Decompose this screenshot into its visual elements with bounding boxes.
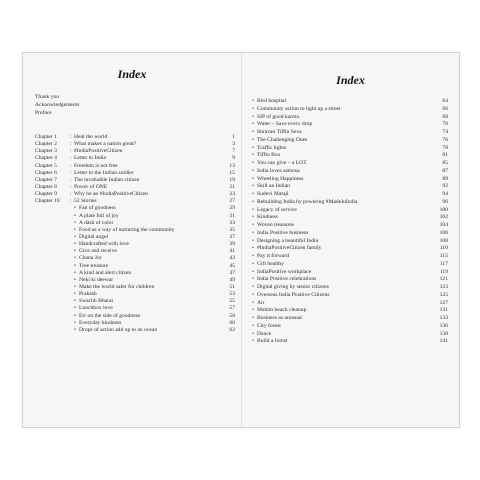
page-number: 13	[229, 162, 235, 169]
story-title: Business as unusual	[257, 315, 302, 321]
bullet-icon: •	[74, 255, 76, 262]
bullet-icon: •	[252, 175, 254, 182]
bullet-icon: •	[252, 206, 254, 213]
story-title: Err on the side of goodness	[79, 312, 141, 319]
chapter-number: Chapter 6	[35, 169, 57, 176]
page-number: 21	[229, 183, 235, 190]
bullet-icon: •	[74, 291, 76, 298]
bullet-icon: •	[74, 283, 76, 290]
front-matter	[35, 93, 79, 117]
story-row	[252, 269, 448, 277]
chapter-row	[35, 134, 235, 141]
bullet-icon: •	[252, 191, 254, 197]
story-title: Bird hospital	[257, 98, 287, 104]
page-number: 108	[439, 237, 448, 244]
story-row	[252, 114, 448, 122]
story-title: Wheeling Happiness	[257, 175, 304, 182]
bullet-icon: •	[252, 338, 254, 345]
page-number: 76	[442, 136, 448, 143]
page-number: 33	[229, 219, 235, 226]
story-row	[252, 253, 448, 261]
story-title: India Positive celebrations	[257, 276, 317, 283]
story-title: Designing a beautiful India	[257, 237, 319, 244]
bullet-icon: •	[74, 319, 76, 326]
story-row	[252, 315, 448, 323]
page-number: 138	[439, 330, 448, 337]
bullet-icon: •	[252, 276, 254, 283]
bullet-icon: •	[252, 160, 254, 166]
story-row	[252, 307, 448, 315]
story-row	[35, 205, 235, 212]
story-title: Air	[257, 299, 265, 306]
story-title: Skill an Indian	[257, 183, 290, 190]
chapter-row	[35, 191, 235, 198]
page-number: 43	[229, 255, 235, 262]
chapter-title: Freedom is not free	[74, 162, 118, 169]
story-title: Drops of action add up to an ocean	[79, 326, 158, 333]
story-row	[252, 176, 448, 184]
chapter-number: Chapter 7	[35, 176, 57, 183]
page-number: 53	[229, 291, 235, 298]
story-row	[252, 300, 448, 308]
bullet-icon: •	[252, 299, 254, 306]
page-number: 66	[442, 105, 448, 112]
separator-colon: :	[70, 155, 72, 162]
story-title: Overseas India Positive Citizens	[257, 291, 330, 298]
story-title: Swachh Bharat	[79, 298, 114, 305]
page-number: 125	[439, 291, 448, 298]
story-row	[35, 241, 235, 248]
story-title: Woven treasures	[257, 222, 294, 228]
page-number: 123	[439, 284, 448, 290]
chapter-title: What makes a nation great?	[74, 141, 137, 148]
page-number: 100	[439, 206, 448, 213]
page-number: 64	[442, 98, 448, 104]
bullet-icon: •	[252, 214, 254, 221]
story-row	[35, 291, 235, 298]
separator-colon: :	[70, 134, 72, 140]
story-title: Kindness	[257, 214, 278, 221]
front-matter-item: Thank you	[35, 94, 60, 100]
chapter-number: Chapter 3	[35, 148, 57, 155]
chapter-row	[35, 141, 235, 148]
story-title: Sudevi Mataji	[257, 191, 289, 197]
story-row	[252, 284, 448, 292]
bullet-icon: •	[74, 269, 76, 276]
story-row	[252, 160, 448, 168]
right-page-title: Index	[336, 73, 365, 87]
story-title: #IndiaPositiveCitizen family	[257, 245, 322, 252]
page-number: 49	[229, 276, 235, 283]
story-title: Gift healthy	[257, 260, 284, 267]
separator-colon: :	[70, 183, 72, 190]
story-title: Traffic lights	[257, 144, 287, 151]
story-title: Handcrafted with love	[79, 241, 130, 248]
story-row	[35, 248, 235, 255]
page-number: 68	[442, 113, 448, 120]
story-row	[252, 222, 448, 230]
story-title: Build a forest	[257, 338, 288, 345]
page-number: 96	[442, 198, 448, 205]
chapter-row	[35, 170, 235, 177]
page-number: 141	[439, 338, 448, 345]
bullet-icon: •	[252, 144, 254, 151]
bullet-icon: •	[252, 121, 254, 128]
bullet-icon: •	[252, 129, 254, 135]
bullet-icon: •	[252, 330, 254, 337]
story-row	[35, 327, 235, 334]
separator-colon: :	[70, 169, 72, 176]
story-title: India Positive business	[257, 229, 309, 236]
bullet-icon: •	[252, 152, 254, 159]
page-number: 78	[442, 144, 448, 151]
book-spread	[22, 52, 460, 428]
story-title: Neki ki deewar	[79, 276, 114, 283]
story-title: Legacy of service	[257, 206, 297, 213]
page-number: 110	[439, 245, 448, 252]
bullet-icon: •	[252, 198, 254, 205]
page-number: 106	[439, 229, 448, 236]
bullet-icon: •	[74, 233, 76, 240]
bullet-icon: •	[252, 136, 254, 143]
story-row	[35, 255, 235, 262]
separator-colon: :	[70, 162, 72, 169]
story-row	[252, 214, 448, 222]
story-title: Make the world safer for children	[79, 283, 155, 290]
chapter-row	[35, 198, 235, 205]
story-title: Tree treasure	[79, 262, 109, 269]
page-number: 35	[229, 226, 235, 233]
story-row	[252, 245, 448, 253]
bullet-icon: •	[74, 248, 76, 255]
page-number: 104	[439, 222, 448, 228]
bullet-icon: •	[252, 98, 254, 104]
story-row	[252, 121, 448, 129]
story-title: Lunchbox love	[79, 305, 113, 312]
page-number: 70	[442, 121, 448, 128]
bullet-icon: •	[252, 315, 254, 321]
bullet-icon: •	[252, 237, 254, 244]
chapter-title: Heal the world	[74, 134, 108, 140]
page-number: 117	[439, 260, 448, 267]
story-title: Tiffin Box	[257, 152, 281, 159]
chapter-number: Chapter 9	[35, 191, 57, 198]
story-title: Water – Save every drop	[257, 121, 313, 128]
chapter-row	[35, 184, 235, 191]
page-number: 74	[442, 129, 448, 135]
chapter-title: Why be an #IndiaPositiveCitizen	[74, 191, 149, 198]
story-row	[252, 183, 448, 191]
story-row	[35, 270, 235, 277]
story-row	[35, 313, 235, 320]
story-title: Digital angel	[79, 233, 109, 240]
page-number: 57	[229, 305, 235, 312]
bullet-icon: •	[252, 105, 254, 112]
chapter-row	[35, 148, 235, 155]
bullet-icon: •	[74, 219, 76, 226]
page-number: 127	[439, 299, 448, 306]
story-row	[35, 305, 235, 312]
chapter-title: Letter to India	[74, 155, 106, 162]
page-number: 23	[229, 191, 235, 198]
page-number: 55	[229, 298, 235, 305]
chapter-title: The invaluable Indian citizen	[74, 176, 140, 183]
bullet-icon: •	[74, 226, 76, 233]
left-page-title: Index	[117, 67, 147, 81]
chapter-number: Chapter 10	[35, 198, 60, 205]
page-number: 81	[442, 152, 448, 159]
story-title: IndiaPositive workplace	[257, 268, 312, 275]
story-title: Mahim beach cleanup	[257, 307, 307, 314]
story-row	[35, 298, 235, 305]
bullet-icon: •	[252, 322, 254, 329]
bullet-icon: •	[74, 205, 76, 212]
right-index-list	[252, 98, 448, 346]
story-row	[252, 230, 448, 238]
chapter-number: Chapter 2	[35, 141, 57, 148]
story-row	[35, 277, 235, 284]
page-number: 47	[229, 269, 235, 276]
page-number: 60	[229, 319, 235, 326]
page-number: 1	[232, 134, 235, 140]
page-number: 7	[232, 148, 235, 155]
story-title: A dash of color	[79, 219, 114, 226]
separator-colon: :	[70, 191, 72, 198]
story-title: Digital giving by senior citizens	[257, 284, 329, 290]
story-row	[252, 106, 448, 114]
story-row	[252, 191, 448, 199]
chapter-title: Power of ONE	[74, 183, 108, 190]
right-page	[242, 53, 459, 427]
page-number: 62	[229, 326, 235, 333]
story-row	[252, 207, 448, 215]
front-matter-item: Preface	[35, 110, 52, 116]
story-row	[252, 98, 448, 106]
story-title: Food as a way of nurturing the community	[79, 226, 175, 233]
story-title: Rebuilding India by powering #MadeInIndia	[257, 198, 358, 205]
chapter-title: #IndiaPositiveCitizen	[74, 148, 123, 155]
bullet-icon: •	[74, 212, 76, 219]
bullet-icon: •	[252, 245, 254, 252]
chapter-row	[35, 177, 235, 184]
bullet-icon: •	[252, 291, 254, 298]
page-number: 41	[229, 248, 235, 255]
chapter-number: Chapter 8	[35, 183, 57, 190]
story-row	[35, 320, 235, 327]
bullet-icon: •	[252, 253, 254, 259]
story-title: City forest	[257, 322, 281, 329]
bullet-icon: •	[74, 312, 76, 319]
page-number: 27	[229, 198, 235, 205]
left-page	[23, 53, 241, 427]
story-row	[35, 213, 235, 220]
story-row	[252, 168, 448, 176]
story-title: Prakash	[79, 291, 97, 298]
story-row	[35, 284, 235, 291]
bullet-icon: •	[252, 167, 254, 174]
chapter-title: 52 Stories	[74, 198, 97, 205]
page-number: 85	[442, 160, 448, 166]
page-number: 37	[229, 233, 235, 240]
separator-colon: :	[70, 198, 72, 205]
story-row	[252, 338, 448, 346]
story-title: Fan of goodness	[79, 205, 116, 212]
page-number: 121	[439, 276, 448, 283]
story-row	[252, 129, 448, 137]
page-number: 102	[439, 214, 448, 221]
bullet-icon: •	[252, 183, 254, 190]
story-row	[252, 323, 448, 331]
story-title: Community action to light up a street	[257, 105, 341, 112]
page-number: 3	[232, 141, 235, 148]
page-number: 87	[442, 167, 448, 174]
story-title: You can give – a LOT	[257, 160, 307, 166]
page-number: 51	[229, 283, 235, 290]
separator-colon: :	[70, 176, 72, 183]
page-number: 89	[442, 175, 448, 182]
bullet-icon: •	[74, 276, 76, 283]
story-row	[35, 227, 235, 234]
chapter-number: Chapter 1	[35, 134, 57, 140]
page-number: 39	[229, 241, 235, 248]
story-row	[252, 152, 448, 160]
page-number: 92	[442, 183, 448, 190]
bullet-icon: •	[74, 305, 76, 312]
story-title: Everyday kindness	[79, 319, 122, 326]
page-number: 31	[229, 212, 235, 219]
story-title: A kind and alert citizen	[79, 269, 132, 276]
page-number: 131	[439, 307, 448, 314]
story-row	[252, 199, 448, 207]
bullet-icon: •	[252, 260, 254, 267]
bullet-icon: •	[252, 113, 254, 120]
story-row	[35, 263, 235, 270]
bullet-icon: •	[252, 307, 254, 314]
story-row	[35, 220, 235, 227]
page-number: 45	[229, 262, 235, 269]
story-row	[252, 292, 448, 300]
story-title: Chana Jor	[79, 255, 102, 262]
bullet-icon: •	[252, 268, 254, 275]
bullet-icon: •	[252, 222, 254, 228]
story-title: Dance	[257, 330, 272, 337]
bullet-icon: •	[74, 326, 76, 333]
story-row	[35, 234, 235, 241]
story-row	[252, 261, 448, 269]
chapter-row	[35, 163, 235, 170]
page-number: 9	[232, 155, 235, 162]
page-number: 133	[439, 315, 448, 321]
bullet-icon: •	[74, 262, 76, 269]
page-number: 119	[439, 268, 448, 275]
story-title: Shravan Tiffin Seva	[257, 129, 302, 135]
story-title: The Challenging Ones	[257, 136, 308, 143]
story-title: India loves samosa	[257, 167, 300, 174]
story-row	[252, 276, 448, 284]
page-number: 19	[229, 176, 235, 183]
front-matter-item: Acknowledgements	[35, 102, 80, 108]
left-index-list	[35, 134, 235, 334]
page-number: 94	[442, 191, 448, 197]
bullet-icon: •	[252, 229, 254, 236]
bullet-icon: •	[74, 298, 76, 305]
page-number: 115	[439, 253, 448, 259]
story-title: A plate full of joy	[79, 212, 119, 219]
separator-colon: :	[70, 148, 72, 155]
chapter-number: Chapter 4	[35, 155, 57, 162]
separator-colon: :	[70, 141, 72, 148]
page-number: 58	[229, 312, 235, 319]
story-title: Pay it forward	[257, 253, 290, 259]
page-number: 136	[439, 322, 448, 329]
chapter-row	[35, 155, 235, 162]
bullet-icon: •	[74, 241, 76, 248]
story-title: Give and receive	[79, 248, 117, 255]
page-number: 29	[229, 205, 235, 212]
chapter-title: Letter to the Indian soldier	[74, 169, 134, 176]
page-number: 15	[229, 169, 235, 176]
chapter-number: Chapter 5	[35, 162, 57, 169]
story-row	[252, 145, 448, 153]
story-title: SIP of good karma	[257, 113, 299, 120]
bullet-icon: •	[252, 284, 254, 290]
story-row	[252, 137, 448, 145]
